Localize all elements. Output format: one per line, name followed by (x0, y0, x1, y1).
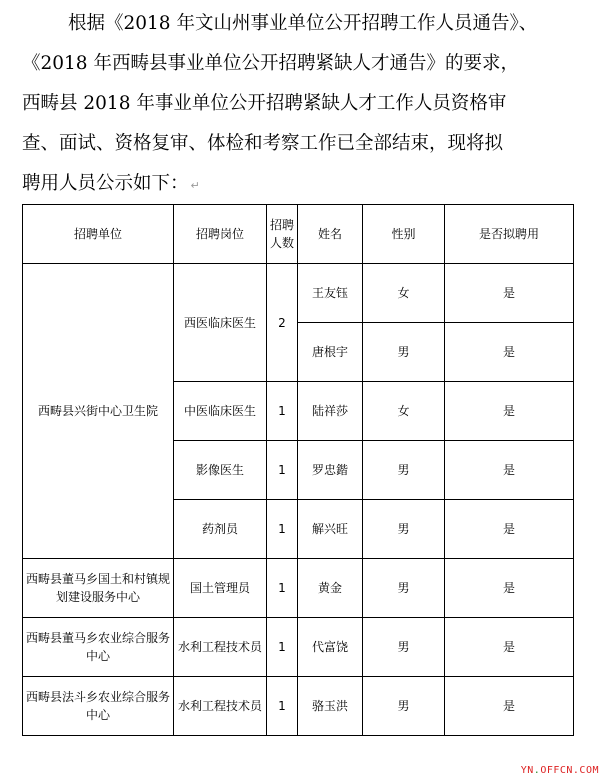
count-cell: 1 (267, 618, 298, 677)
unit-cell: 西畴县董马乡农业综合服务中心 (23, 618, 174, 677)
post-cell: 水利工程技术员 (174, 618, 267, 677)
intro-line-3: 西畴县 2018 年事业单位公开招聘紧缺人才工作人员资格审 (22, 93, 507, 114)
name-cell: 罗忠鍇 (298, 441, 363, 500)
gender-cell: 男 (363, 500, 445, 559)
hiring-table (22, 204, 574, 736)
gender-cell: 男 (363, 618, 445, 677)
unit-cell: 西畴县法斗乡农业综合服务中心 (23, 677, 174, 736)
header-post: 招聘岗位 (174, 205, 267, 264)
intro-line-4: 查、面试、资格复审、体检和考察工作已全部结束，现将拟 (22, 133, 504, 154)
post-cell: 中医临床医生 (174, 382, 267, 441)
hire-cell: 是 (445, 441, 574, 500)
count-cell: 1 (267, 441, 298, 500)
post-cell: 西医临床医生 (174, 264, 267, 382)
hire-cell: 是 (445, 677, 574, 736)
gender-cell: 男 (363, 559, 445, 618)
gender-cell: 男 (363, 441, 445, 500)
table-row (23, 264, 574, 323)
count-cell: 1 (267, 500, 298, 559)
unit-cell: 西畴县兴街中心卫生院 (23, 264, 174, 559)
intro-line-5-text: 聘用人员公示如下： (22, 173, 189, 194)
gender-cell: 男 (363, 677, 445, 736)
site-watermark (521, 765, 599, 776)
header-gender: 性别 (363, 205, 445, 264)
name-cell: 陆祥莎 (298, 382, 363, 441)
gender-cell: 女 (363, 382, 445, 441)
header-name: 姓名 (298, 205, 363, 264)
name-cell: 骆玉洪 (298, 677, 363, 736)
hire-cell: 是 (445, 264, 574, 323)
intro-line-1: 根据《2018 年文山州事业单位公开招聘工作人员通告》、 (68, 13, 538, 34)
gender-cell: 女 (363, 264, 445, 323)
watermark-dot: . (533, 765, 541, 776)
count-cell: 2 (267, 264, 298, 382)
unit-cell: 西畴县董马乡国土和村镇规划建设服务中心 (23, 559, 174, 618)
intro-line-2: 《2018 年西畴县事业单位公开招聘紧缺人才通告》的要求， (22, 53, 519, 74)
name-cell: 唐根宇 (298, 323, 363, 382)
name-cell: 王友钰 (298, 264, 363, 323)
table-row (23, 559, 574, 618)
name-cell: 代富饶 (298, 618, 363, 677)
name-cell: 解兴旺 (298, 500, 363, 559)
header-count: 招聘人数 (267, 205, 298, 264)
table-row (23, 618, 574, 677)
hire-cell: 是 (445, 382, 574, 441)
intro-line-5 (22, 164, 594, 206)
watermark-part-1: YN (520, 765, 534, 776)
header-hire: 是否拟聘用 (445, 205, 574, 264)
post-cell: 国土管理员 (174, 559, 267, 618)
hire-cell: 是 (445, 559, 574, 618)
paragraph-mark-icon: ↵ (190, 179, 200, 192)
table-row (23, 677, 574, 736)
post-cell: 水利工程技术员 (174, 677, 267, 736)
table-header-row (23, 205, 574, 264)
post-cell: 影像医生 (174, 441, 267, 500)
header-unit: 招聘单位 (23, 205, 174, 264)
post-cell: 药剂员 (174, 500, 267, 559)
count-cell: 1 (267, 677, 298, 736)
count-cell: 1 (267, 559, 298, 618)
intro-paragraph (22, 4, 594, 206)
hire-cell: 是 (445, 500, 574, 559)
name-cell: 黄金 (298, 559, 363, 618)
hire-cell: 是 (445, 323, 574, 382)
watermark-part-2: OFFCN.COM (540, 765, 599, 776)
hire-cell: 是 (445, 618, 574, 677)
count-cell: 1 (267, 382, 298, 441)
gender-cell: 男 (363, 323, 445, 382)
